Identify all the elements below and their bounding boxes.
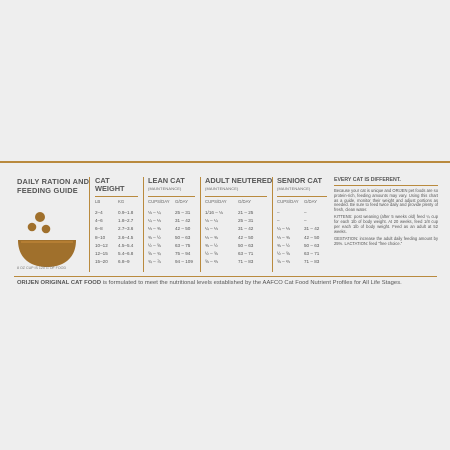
lean-cat-subtitle: (MAINTENANCE) [148,186,182,191]
feeding-guide-panel [0,161,450,294]
cell-senior-g: 63 – 71 [304,250,320,256]
cell-lean-g: 25 – 31 [175,210,191,215]
header-underline [148,196,195,197]
cell-lb: 2–4 [95,210,103,215]
header-underline [205,196,267,197]
column-divider [272,177,273,272]
food-bowl-icon [17,206,77,268]
cell-lean-g: 94 – 109 [175,259,193,265]
cell-kg: 1.8–2.7 [118,218,134,224]
cell-senior-cups: ¼ – ⅓ [277,226,290,232]
header-underline [277,196,327,197]
senior-cat-header [277,177,322,191]
cell-senior-cups: ⅝ – ⅔ [277,259,290,265]
cell-senior-g: 42 – 50 [304,234,320,240]
cell-adult-cups: ⅝ – ⅔ [205,259,218,265]
cell-lean-cups: ⅜ – ½ [148,234,161,240]
cell-kg: 2.7–3.6 [118,226,134,232]
unit-lb: LB [95,199,101,204]
cell-lean-g: 50 – 63 [175,234,191,240]
cell-senior-cups: ½ – ⅝ [277,250,290,256]
cell-lb: 6–8 [95,226,103,232]
header-underline [95,196,138,197]
adult-neutered-subtitle: (MAINTENANCE) [205,186,239,191]
footer-text: is formulated to meet the nutritional levels established by the AAFCO Cat Food Nutrient Profiles for All Life Stages. [101,280,402,286]
cell-adult-cups: ¼ – ⅓ [205,226,218,232]
cell-lean-cups: ¼ – ⅓ [148,218,161,224]
cell-senior-g: 71 – 83 [304,259,320,265]
cell-adult-cups: ½ – ⅝ [205,250,218,256]
cell-senior-g: 50 – 63 [304,242,320,248]
cell-kg: 4.5–5.4 [118,242,134,248]
cell-adult-g: 42 – 50 [238,234,254,240]
cell-lb: 10–12 [95,242,108,248]
cell-adult-g: 21 – 25 [238,210,254,215]
cell-adult-cups: 1/16 – ⅛ [205,210,223,215]
cell-kg: 5.4–6.8 [118,250,134,256]
cell-senior-cups: ⅓ – ⅜ [277,234,290,240]
top-divider [0,161,450,163]
adult-unit-cups: CUPS/DAY [205,199,227,204]
cell-adult-g: 71 – 83 [238,259,254,265]
cell-lean-cups: ⅓ – ⅜ [148,226,161,232]
cat-weight-title: CAT WEIGHT [95,176,125,193]
senior-unit-cups: CUPS/DAY [277,199,299,204]
lean-cat-title: LEAN CAT [148,176,185,185]
aafco-statement [17,280,437,286]
info-underline [334,185,438,186]
cell-lean-cups: ¾ – ⅞ [148,259,161,265]
cell-lb: 8–10 [95,234,106,240]
info-paragraph-general: Because your cat is unique and ORIJEN pet foods are so protein-rich, feeding amounts may vary. Using this chart as a guide, monitor their weight and adjust portions as needed. Be sure to feed twice daily and provide plenty of fresh, clean water. [334,188,438,212]
bottom-divider [14,276,437,277]
cell-senior-g: – [304,218,307,224]
senior-cat-title: SENIOR CAT [277,176,323,185]
cell-lean-g: 63 – 75 [175,242,191,248]
column-divider [200,177,201,272]
info-text [334,189,438,249]
info-title: EVERY CAT IS DIFFERENT. [334,177,401,183]
column-divider [143,177,144,272]
cell-adult-cups: ⅛ – ¼ [205,218,218,224]
cell-senior-cups: – [277,218,280,224]
cell-kg: 0.9–1.8 [118,210,134,215]
cell-lean-cups: ⅝ – ¾ [148,250,161,256]
adult-unit-g: G/DAY [238,199,252,204]
guide-title: DAILY RATION AND FEEDING GUIDE [17,177,90,195]
adult-neutered-header [205,177,272,191]
cell-senior-cups: – [277,210,280,215]
lean-unit-cups: CUPS/DAY [148,199,170,204]
cell-adult-g: 25 – 31 [238,218,254,224]
adult-neutered-title: ADULT NEUTERED [205,176,273,185]
info-paragraph-gestation: GESTATION: increase the adult daily feeding amount by 25%. LACTATION: feed “free choice.” [334,235,438,246]
lean-cat-header [148,177,185,191]
cell-senior-cups: ⅜ – ½ [277,242,290,248]
cell-lean-g: 31 – 42 [175,218,191,224]
unit-kg: KG [118,199,125,204]
cat-weight-header [95,177,135,193]
senior-cat-subtitle: (MAINTENANCE) [277,186,311,191]
column-divider [89,177,90,272]
cell-lb: 12–15 [95,250,108,256]
cell-adult-cups: ⅜ – ½ [205,242,218,248]
cell-lean-cups: ⅛ – ¼ [148,210,161,215]
lean-unit-g: G/DAY [175,199,189,204]
bowl-caption: 8 OZ CUP IS 120 G OF FOOD [17,266,67,270]
cell-senior-g: 31 – 42 [304,226,320,232]
cell-lean-cups: ½ – ⅝ [148,242,161,248]
cell-adult-g: 31 – 42 [238,226,254,232]
cell-kg: 6.8–9 [118,259,130,265]
cell-adult-cups: ⅓ – ⅜ [205,234,218,240]
cell-kg: 3.6–4.5 [118,234,134,240]
footer-brand: ORIJEN ORIGINAL CAT FOOD [17,280,102,286]
senior-unit-g: G/DAY [304,199,318,204]
cell-adult-g: 63 – 71 [238,250,254,256]
cell-adult-g: 50 – 63 [238,242,254,248]
cell-lean-g: 75 – 94 [175,250,191,256]
info-paragraph-kittens: KITTENS: post weaning (after 5 weeks old) feed ¼ cup for each 1lb of body weight. At 20 weeks, feed 1/8 cup per each 1lb of body weight. Feed as an adult at 52 weeks. [334,214,438,234]
cell-lean-g: 42 – 50 [175,226,191,232]
cell-senior-g: – [304,210,307,215]
cell-lb: 4–6 [95,218,103,224]
cell-lb: 15–20 [95,259,108,265]
